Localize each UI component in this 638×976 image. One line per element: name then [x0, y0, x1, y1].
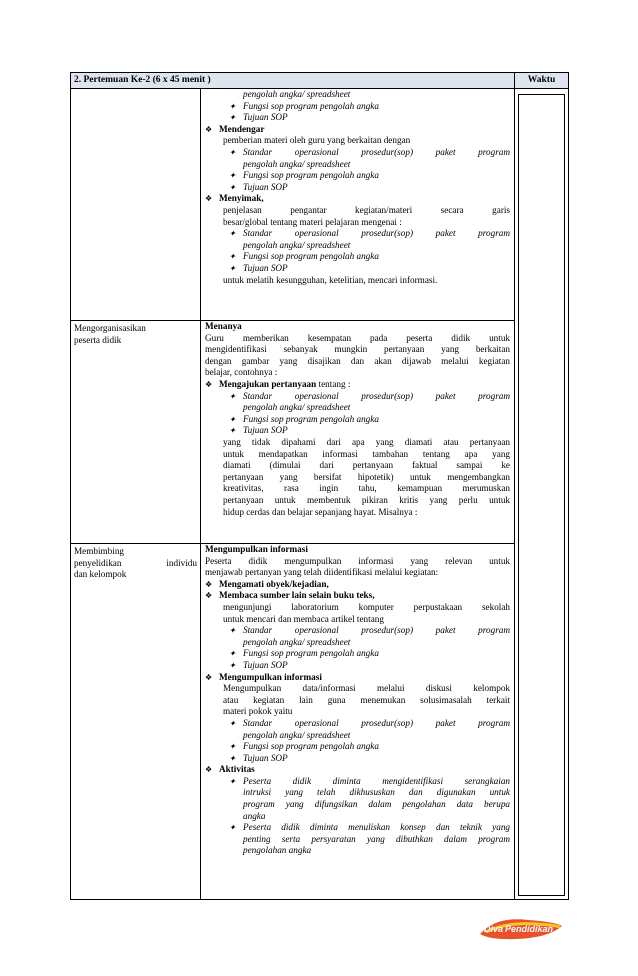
- table-header-row: [71, 73, 569, 89]
- paragraph-line: belajar, contohnya :: [205, 367, 278, 378]
- arrow-bullet-continuation: penting serta persyaratan yang dibuthkan dalam program: [243, 833, 511, 844]
- arrow-bullet-text: Fungsi sop program pengolah angka: [243, 648, 379, 659]
- arrow-bullet-icon: ✦: [229, 742, 236, 752]
- logo-text-pendidikan: Pendidikan: [505, 924, 554, 934]
- lesson-plan-table: [70, 72, 569, 900]
- stage-label-line: peserta didik: [74, 334, 122, 345]
- table-row: [71, 89, 569, 321]
- diamond-bullet-item: [205, 379, 510, 391]
- indented-paragraph-line: untuk melatih kesungguhan, ketelitian, mencari informasi.: [223, 274, 438, 285]
- arrow-bullet-icon: ✦: [229, 263, 236, 273]
- stage-label-line: penyelidikan individu: [74, 557, 197, 568]
- arrow-bullet-text: Standar operasional prosedur(sop) paket program: [243, 228, 511, 239]
- arrow-bullet-text: Tujuan SOP: [243, 262, 288, 273]
- arrow-bullet-item: [205, 425, 510, 437]
- arrow-bullet-item: [205, 170, 510, 182]
- diamond-bullet-icon: ❖: [205, 765, 213, 775]
- indented-paragraph-line: untuk mencari dan membaca artikel tentang: [223, 613, 384, 624]
- table-row: [71, 544, 569, 900]
- diamond-bullet-icon: ❖: [205, 591, 213, 601]
- diva-pendidikan-logo: [476, 912, 566, 942]
- diamond-bullet-item: [205, 764, 510, 776]
- bullet-heading: Membaca sumber lain selain buku teks,: [219, 590, 375, 601]
- logo-text-diva: Diva: [484, 924, 504, 934]
- activity-cell: [201, 544, 515, 900]
- arrow-bullet-continuation: pengolah angka/ spreadsheet: [243, 636, 351, 647]
- arrow-bullet-continuation: pengolah angka/ spreadsheet: [243, 89, 351, 99]
- arrow-bullet-text: Tujuan SOP: [243, 659, 288, 670]
- paragraph-line: Guru memberikan kesempatan pada peserta didik untuk: [205, 332, 511, 343]
- time-cell: [515, 89, 569, 900]
- arrow-bullet-text: Standar operasional prosedur(sop) paket program: [243, 146, 511, 157]
- arrow-bullet-item: [205, 182, 510, 194]
- arrow-bullet-text: Peserta didik diminta mengidentifikasi serangkaian: [243, 775, 511, 786]
- indented-paragraph-line: pertanyaan yang bersifat hipotetik) untuk mengembangkan: [223, 471, 511, 482]
- arrow-bullet-item: [205, 625, 510, 637]
- diamond-bullet-icon: ❖: [205, 194, 213, 204]
- arrow-bullet-icon: ✦: [229, 101, 236, 111]
- arrow-bullet-icon: ✦: [229, 229, 236, 239]
- diamond-bullet-icon: ❖: [205, 579, 213, 589]
- bullet-heading: Mengajukan pertanyaan: [219, 378, 317, 389]
- arrow-bullet-continuation: program yang difungsikan dalam pengolahan data berupa: [243, 799, 511, 810]
- arrow-bullet-text: Fungsi sop program pengolah angka: [243, 741, 379, 752]
- arrow-bullet-icon: ✦: [229, 252, 236, 262]
- activity-cell: [201, 89, 515, 321]
- diamond-bullet-item: [205, 590, 510, 602]
- arrow-bullet-item: [205, 414, 510, 426]
- meeting-title: 2. Pertemuan Ke-2 (6 x 45 menit ): [71, 73, 515, 89]
- bullet-heading: Aktivitas: [219, 764, 255, 775]
- section-heading: Menanya: [205, 321, 242, 331]
- arrow-bullet-text: Tujuan SOP: [243, 425, 288, 436]
- indented-paragraph-line: hidup cerdas dan belajar sepanjang hayat. Misalnya :: [223, 506, 418, 517]
- arrow-bullet-continuation: pengolah angka/ spreadsheet: [243, 239, 351, 250]
- arrow-bullet-item: [205, 741, 510, 753]
- arrow-bullet-text: Standar operasional prosedur(sop) paket program: [243, 717, 511, 728]
- paragraph-line: dengan gambar yang disajikan dan akan dijawab melalui kegiatan: [205, 355, 511, 366]
- indented-paragraph-line: materi pokok yaitu: [223, 706, 293, 717]
- arrow-bullet-text: Peserta didik diminta menuliskan konsep dan teknik yang: [243, 822, 511, 833]
- arrow-bullet-item: [205, 822, 510, 834]
- bullet-heading: Menyimak,: [219, 193, 264, 204]
- arrow-bullet-continuation: pengolah angka/ spreadsheet: [243, 158, 351, 169]
- diamond-bullet-item: [205, 579, 510, 591]
- arrow-bullet-item: [205, 776, 510, 788]
- arrow-bullet-continuation: pengolah angka/ spreadsheet: [243, 729, 351, 740]
- stage-cell: [71, 321, 201, 544]
- stage-cell: [71, 544, 201, 900]
- arrow-bullet-icon: ✦: [229, 776, 236, 786]
- indented-paragraph-line: besar/global tentang materi pelajaran mengenai :: [223, 216, 402, 227]
- arrow-bullet-icon: ✦: [229, 171, 236, 181]
- indented-paragraph-line: kreativitas, rasa ingin tahu, kemampuan merumuskan: [223, 483, 511, 494]
- diamond-bullet-item: [205, 124, 510, 136]
- paragraph-line: mengidentifikasi sebanyak mungkin pertanyaan yang berkaitan: [205, 344, 511, 355]
- arrow-bullet-text: Standar operasional prosedur(sop) paket program: [243, 390, 511, 401]
- arrow-bullet-item: [205, 648, 510, 660]
- arrow-bullet-icon: ✦: [229, 753, 236, 763]
- stage-label-line: Membimbing: [74, 546, 125, 556]
- arrow-bullet-item: [205, 753, 510, 765]
- arrow-bullet-icon: ✦: [229, 182, 236, 192]
- bullet-heading: Mendengar: [219, 123, 265, 134]
- arrow-bullet-text: Tujuan SOP: [243, 181, 288, 192]
- arrow-bullet-continuation: intruksi yang telah dikhususkan dan digunakan untuk: [243, 787, 511, 798]
- arrow-bullet-icon: ✦: [229, 391, 236, 401]
- arrow-bullet-item: [205, 228, 510, 240]
- stage-cell: [71, 89, 201, 321]
- paragraph-line: menjawab pertanyan yang telah diidentifikasi melalui kegiatan:: [205, 567, 439, 578]
- arrow-bullet-text: Tujuan SOP: [243, 112, 288, 123]
- arrow-bullet-icon: ✦: [229, 649, 236, 659]
- arrow-bullet-item: [205, 660, 510, 672]
- arrow-bullet-item: [205, 251, 510, 263]
- arrow-bullet-text: Fungsi sop program pengolah angka: [243, 100, 379, 111]
- arrow-bullet-icon: ✦: [229, 414, 236, 424]
- arrow-bullet-icon: ✦: [229, 147, 236, 157]
- indented-paragraph-line: penjelasan pengantar kegiatan/materi secara garis: [223, 204, 511, 215]
- arrow-bullet-item: [205, 718, 510, 730]
- indented-paragraph-line: untuk mendapatkan informasi tambahan tentang apa yang: [223, 448, 511, 459]
- indented-paragraph-line: pertanyaan untuk membentuk pikiran kritis yang perlu untuk: [223, 494, 511, 505]
- activity-cell: [201, 321, 515, 544]
- bullet-heading: Mengamati obyek/kejadian,: [219, 578, 329, 589]
- arrow-bullet-text: Standar operasional prosedur(sop) paket program: [243, 625, 511, 636]
- diamond-bullet-icon: ❖: [205, 124, 213, 134]
- diamond-bullet-item: [205, 672, 510, 684]
- arrow-bullet-item: [205, 101, 510, 113]
- indented-paragraph-line: pemberian materi oleh guru yang berkaitan dengan: [223, 135, 411, 146]
- arrow-bullet-item: [205, 391, 510, 403]
- stage-label-line: Mengorganisasikan: [74, 323, 146, 333]
- diamond-bullet-icon: ❖: [205, 672, 213, 682]
- arrow-bullet-text: Tujuan SOP: [243, 752, 288, 763]
- diamond-bullet-item: [205, 193, 510, 205]
- bullet-suffix: tentang :: [316, 378, 351, 389]
- arrow-bullet-icon: ✦: [229, 426, 236, 436]
- indented-paragraph-line: yang tidak dipahami dari apa yang diamati atau pertanyaan: [223, 436, 511, 447]
- arrow-bullet-icon: ✦: [229, 718, 236, 728]
- arrow-bullet-icon: ✦: [229, 113, 236, 123]
- indented-paragraph-line: mengunjungi laboratorium komputer perpustakaan sekolah: [223, 601, 511, 612]
- arrow-bullet-continuation: pengolah angka/ spreadsheet: [243, 402, 351, 413]
- arrow-bullet-icon: ✦: [229, 823, 236, 833]
- arrow-bullet-continuation: pengolahan angka: [243, 845, 312, 856]
- stage-label-line: dan kelompok: [74, 569, 127, 579]
- paragraph-line: Peserta didik mengumpulkan informasi yang relevan untuk: [205, 555, 511, 566]
- diamond-bullet-icon: ❖: [205, 379, 213, 389]
- lesson-plan-table-container: [70, 72, 568, 898]
- arrow-bullet-continuation: angka: [243, 810, 266, 821]
- indented-paragraph-line: diamati (dimulai dari pertanyaan faktual sampai ke: [223, 460, 511, 471]
- arrow-bullet-item: [205, 112, 510, 124]
- arrow-bullet-item: [205, 263, 510, 275]
- arrow-bullet-item: [205, 147, 510, 159]
- section-heading: Mengumpulkan informasi: [205, 544, 308, 554]
- arrow-bullet-text: Fungsi sop program pengolah angka: [243, 413, 379, 424]
- time-header: Waktu: [515, 73, 569, 89]
- table-row: [71, 321, 569, 544]
- indented-paragraph-line: atau kegiatan lain guna menemukan solusimasalah terkait: [223, 694, 511, 705]
- bullet-heading: Mengumpulkan informasi: [219, 671, 322, 682]
- arrow-bullet-text: Fungsi sop program pengolah angka: [243, 170, 379, 181]
- arrow-bullet-icon: ✦: [229, 626, 236, 636]
- indented-paragraph-line: Mengumpulkan data/informasi melalui diskusi kelompok: [223, 683, 511, 694]
- arrow-bullet-icon: ✦: [229, 660, 236, 670]
- arrow-bullet-text: Fungsi sop program pengolah angka: [243, 251, 379, 262]
